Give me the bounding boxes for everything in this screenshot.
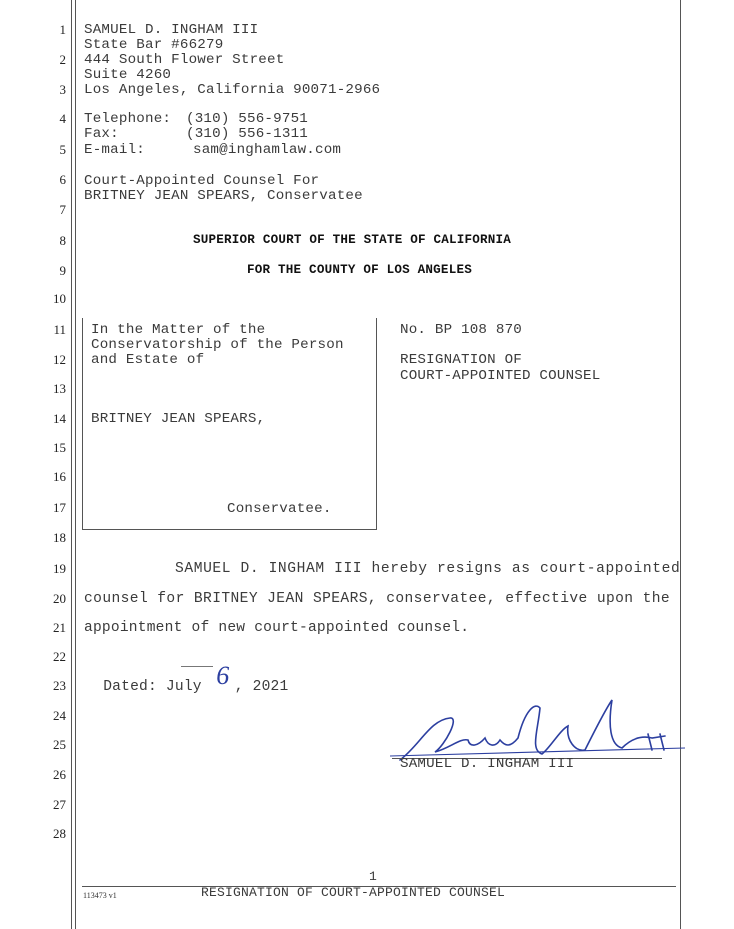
footer-doc-id: 113473 v1 <box>83 891 117 900</box>
email-value: sam@inghamlaw.com <box>193 142 342 158</box>
body-line-1: SAMUEL D. INGHAM III hereby resigns as court-appointed <box>175 561 681 577</box>
phone-value: (310) 556-9751 <box>186 111 308 127</box>
role-line-1: Court-Appointed Counsel For <box>84 173 320 189</box>
line-number: 6 <box>59 172 66 187</box>
attorney-name: SAMUEL D. INGHAM III <box>84 22 259 38</box>
attorney-bar-number: State Bar #66279 <box>84 37 224 53</box>
signature-printed-name: SAMUEL D. INGHAM III <box>400 756 575 772</box>
line-number: 24 <box>53 708 66 723</box>
line-number: 10 <box>53 291 66 306</box>
line-number: 25 <box>53 737 66 752</box>
line-number: 17 <box>53 500 66 515</box>
line-number: 13 <box>53 381 66 396</box>
caption-matter-2: Conservatorship of the Person <box>91 337 344 353</box>
footer-title: RESIGNATION OF COURT-APPOINTED COUNSEL <box>201 885 506 900</box>
line-number: 26 <box>53 767 66 782</box>
caption-box-bottom <box>82 529 377 530</box>
dated-day-handwritten: 6 <box>216 661 230 690</box>
line-number: 12 <box>53 352 66 367</box>
caption-matter-3: and Estate of <box>91 352 205 368</box>
line-number: 18 <box>53 530 66 545</box>
document-title-2: COURT-APPOINTED COUNSEL <box>400 368 601 384</box>
line-number: 5 <box>59 142 66 157</box>
email-label: E-mail: <box>84 142 145 158</box>
right-margin-rule <box>680 0 681 929</box>
line-number: 21 <box>53 620 66 635</box>
caption-box-left <box>82 318 83 530</box>
phone-label: Telephone: <box>84 111 172 127</box>
body-line-2: counsel for BRITNEY JEAN SPEARS, conservatee, effective upon the <box>84 591 671 607</box>
dated-blank-line <box>181 666 213 667</box>
court-county: FOR THE COUNTY OF LOS ANGELES <box>247 263 472 277</box>
line-number: 28 <box>53 826 66 841</box>
dated-suffix: , 2021 <box>234 679 289 695</box>
left-margin-rule-double <box>75 0 76 929</box>
line-number: 15 <box>53 440 66 455</box>
attorney-street: 444 South Flower Street <box>84 52 285 68</box>
line-number: 14 <box>53 411 66 426</box>
line-number: 4 <box>59 111 66 126</box>
page-number: 1 <box>369 869 378 884</box>
attorney-suite: Suite 4260 <box>84 67 172 83</box>
caption-party-role: Conservatee. <box>227 501 332 517</box>
line-number: 9 <box>59 263 66 278</box>
dated-prefix: Dated: July <box>103 679 211 695</box>
caption-box-right <box>376 318 377 530</box>
body-line-3: appointment of new court-appointed counsel. <box>84 620 470 636</box>
left-margin-rule <box>71 0 72 929</box>
case-number: No. BP 108 870 <box>400 322 522 338</box>
dated-line <box>84 649 288 697</box>
signature-cursive <box>0 0 12 1</box>
line-number: 7 <box>59 202 66 217</box>
line-number: 20 <box>53 591 66 606</box>
role-line-2: BRITNEY JEAN SPEARS, Conservatee <box>84 188 363 204</box>
line-number: 8 <box>59 233 66 248</box>
fax-value: (310) 556-1311 <box>186 126 308 142</box>
line-number: 27 <box>53 797 66 812</box>
line-number: 2 <box>59 52 66 67</box>
document-title-1: RESIGNATION OF <box>400 352 522 368</box>
line-number: 19 <box>53 561 66 576</box>
line-number: 1 <box>59 22 66 37</box>
line-number: 22 <box>53 649 66 664</box>
fax-label: Fax: <box>84 126 119 142</box>
line-number: 3 <box>59 82 66 97</box>
caption-party: BRITNEY JEAN SPEARS, <box>91 411 266 427</box>
attorney-city: Los Angeles, California 90071-2966 <box>84 82 381 98</box>
line-number: 11 <box>53 322 66 337</box>
line-number: 23 <box>53 678 66 693</box>
court-name: SUPERIOR COURT OF THE STATE OF CALIFORNIA <box>193 233 512 247</box>
caption-matter-1: In the Matter of the <box>91 322 266 338</box>
line-number: 16 <box>53 469 66 484</box>
